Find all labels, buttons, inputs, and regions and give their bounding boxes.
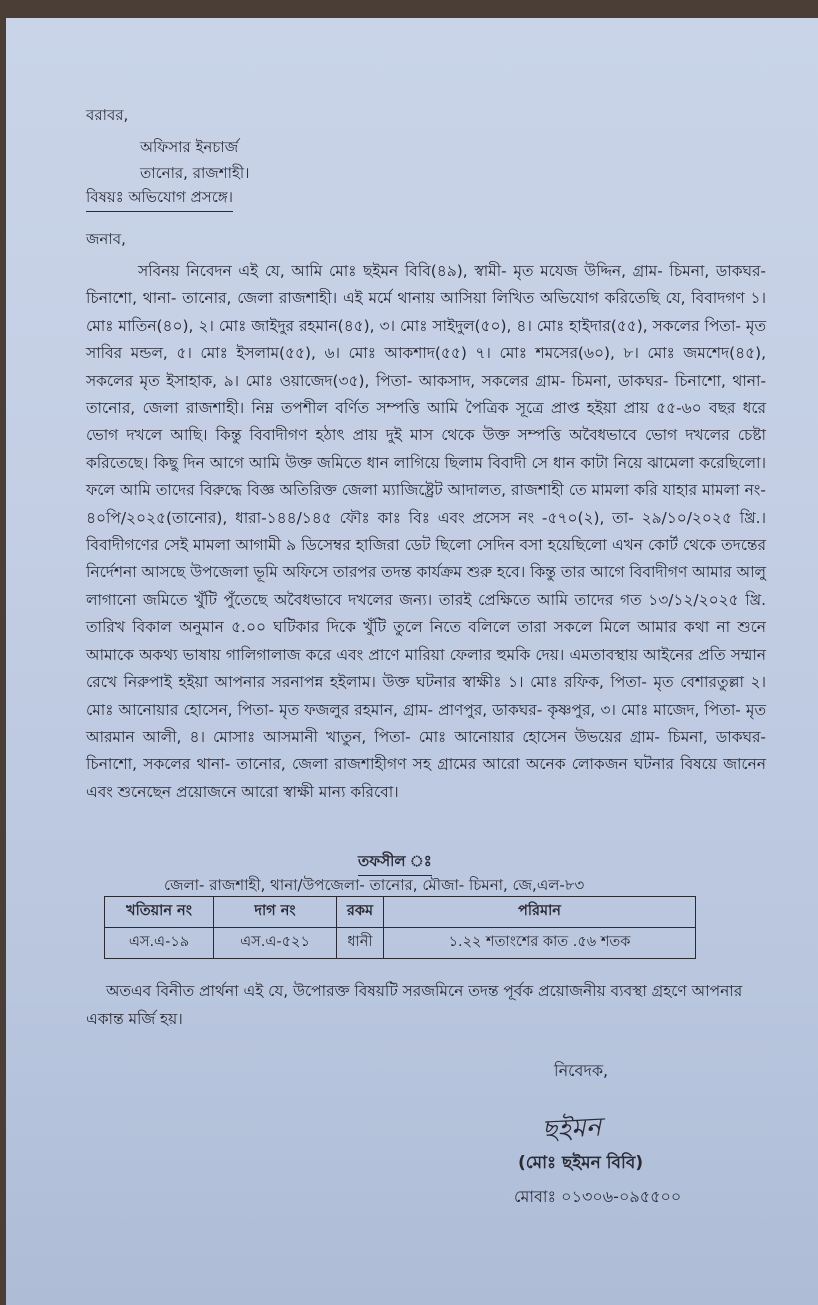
letter-paper (6, 18, 818, 1305)
closing-nibedok: নিবেদক, (554, 1061, 609, 1080)
cell-rokom: ধানী (337, 928, 384, 959)
handwritten-signature: ছইমন (541, 1112, 602, 1146)
address-to: বরাবর, (86, 106, 129, 124)
cell-poriman: ১.২২ শতাংশের কাত .৫৬ শতক (384, 928, 696, 959)
tofsil-location-line: জেলা- রাজশাহী, থানা/উপজেলা- তানোর, মৌজা- চিমনা, জে,এল-৮৩ (164, 876, 585, 894)
prayer-paragraph: অতএব বিনীত প্রার্থনা এই যে, উপোরক্ত বিষয়টি সরজমিনে তদন্ত পূর্বক প্রয়োজনীয় ব্যবস্থা গ্রহণে আপনার একান্ত মর্জি হয়। (86, 982, 743, 1028)
header-rokom: রকম (337, 897, 384, 928)
land-details-table (104, 896, 696, 959)
tofsil-title: তফসীল ঃ (358, 850, 432, 876)
header-poriman: পরিমান (384, 897, 696, 928)
table-header-row (105, 897, 696, 928)
signer-mobile: মোবাঃ ০১৩০৬-০৯৫৫০০ (514, 1187, 682, 1206)
subject-line: বিষয়ঃ অভিযোগ প্রসঙ্গে। (86, 186, 233, 212)
address-recipient: অফিসার ইনচার্জ (140, 138, 239, 156)
table-row (105, 928, 696, 959)
signer-name: (মোঃ ছইমন বিবি) (518, 1153, 644, 1173)
address-location: তানোর, রাজশাহী। (140, 164, 250, 182)
letter-body: সবিনয় নিবেদন এই যে, আমি মোঃ ছইমন বিবি(৪৯), স্বামী- মৃত মযেজ উদ্দিন, গ্রাম- চিমনা, ডাকঘর- চিনাশো, থানা- তানোর, জেলা রাজশাহী। এই মর্মে থানায় আসিয়া লিখিত অভিযোগ করিতেছি যে, বিবাদগণ ১। মোঃ মাতিন(৪০), ২। মোঃ জাইদুর রহমান(৪৫), ৩। মোঃ সাইদুল(৫০), ৪। মোঃ হাইদার(৫৫), সকলের পিতা- মৃত সাবির মন্ডল, ৫। মোঃ ইসলাম(৫৫), ৬। মোঃ আকশাদ(৫৫) ৭। মোঃ শমসের(৬০), ৮। মোঃ জমশেদ(৪৫), সকলের মৃত ইসাহাক, ৯। মোঃ ওয়াজেদ(৩৫), পিতা- আকসাদ, সকলের গ্রাম- চিমনা, ডাকঘর- চিনাশো, থানা- তানোর, জেলা রাজশাহী। নিম্ন তপশীল বর্ণিত সম্পত্তি আমি পৈত্রিক সূত্রে প্রাপ্ত হইয়া প্রায় ৫৫-৬০ বছর ধরে ভোগ দখলে আছি। কিন্তু বিবাদীগণ হঠাৎ প্রায় দুই মাস থেকে উক্ত সম্পত্তি অবৈধভাবে ভোগ দখলের চেষ্টা করিতেছে। কিছু দিন আগে আমি উক্ত জমিতে ধান লাগিয়ে ছিলাম বিবাদী সে ধান কাটা নিয়ে ঝামেলা করেছিলো। ফলে আমি তাদের বিরুদ্ধে বিজ্ঞ অতিরিক্ত জেলা ম্যাজিষ্ট্রেট আদালত, রাজশাহী তে মামলা করি যাহার মামলা নং- ৪০পি/২০২৫(তানোর), ধারা-১৪৪/১৪৫ ফৌঃ কাঃ বিঃ এবং প্রসেস নং -৫৭০(২), তা- ২৯/১০/২০২৫ খ্রি.। বিবাদীগণের সেই মামলা আগামী ৯ ডিসেম্বর হাজিরা ডেট ছিলো সেদিন বসা হয়েছিলো এখন কোর্ট থেকে তদন্তের নির্দেশনা আসছে উপজেলা ভূমি অফিসে তারপর তদন্ত কার্যক্রম শুরু হবে। কিন্তু তার আগে বিবাদীগণ আমার আলু লাগানো জমিতে খুঁটি পুঁতেছে অবৈধভাবে দখলের জন্য। তারই প্রেক্ষিতে আমি তাদের গত ১৩/১২/২০২৫ খ্রি. তারিখ বিকাল অনুমান ৫.০০ ঘটিকার দিকে খুঁটি তুলে নিতে বলিলে তারা সকলে মিলে আমার কথা না শুনে আমাকে অকথ্য ভাষায় গালিগালাজ করে এবং প্রাণে মারিয়া ফেলার হুমকি দেয়। এমতাবস্থায় আইনের প্রতি সম্মান রেখে নিরুপাই হইয়া আপনার সরনাপন্ন হইলাম। উক্ত ঘটনার স্বাক্ষীঃ ১। মোঃ রফিক, পিতা- মৃত বেশারতুল্লা ২।মোঃ আনোয়ার হোসেন, পিতা- মৃত ফজলুর রহমান, গ্রাম- প্রাণপুর, ডাকঘর- কৃষ্ণপুর, ৩। মোঃ মাজেদ, পিতা- মৃত আরমান আলী, ৪। মোসাঃ আসমানী খাতুন, পিতা- মোঃ আনোয়ার হোসেন উভয়ের গ্রাম- চিমনা, ডাকঘর- চিনাশো, সকলের থানা- তানোর, জেলা রাজশাহীগণ সহ গ্রামের আরো অনেক লোকজন ঘটনার বিষয়ে জানেন এবং শুনেছেন প্রয়োজনে আরো স্বাক্ষী মান্য করিবো। (86, 262, 766, 801)
cell-khatian: এস.এ-১৯ (105, 928, 214, 959)
header-dag: দাগ নং (214, 897, 337, 928)
cell-dag: এস.এ-৫২১ (214, 928, 337, 959)
salutation: জনাব, (86, 230, 126, 248)
header-khatian: খতিয়ান নং (105, 897, 214, 928)
